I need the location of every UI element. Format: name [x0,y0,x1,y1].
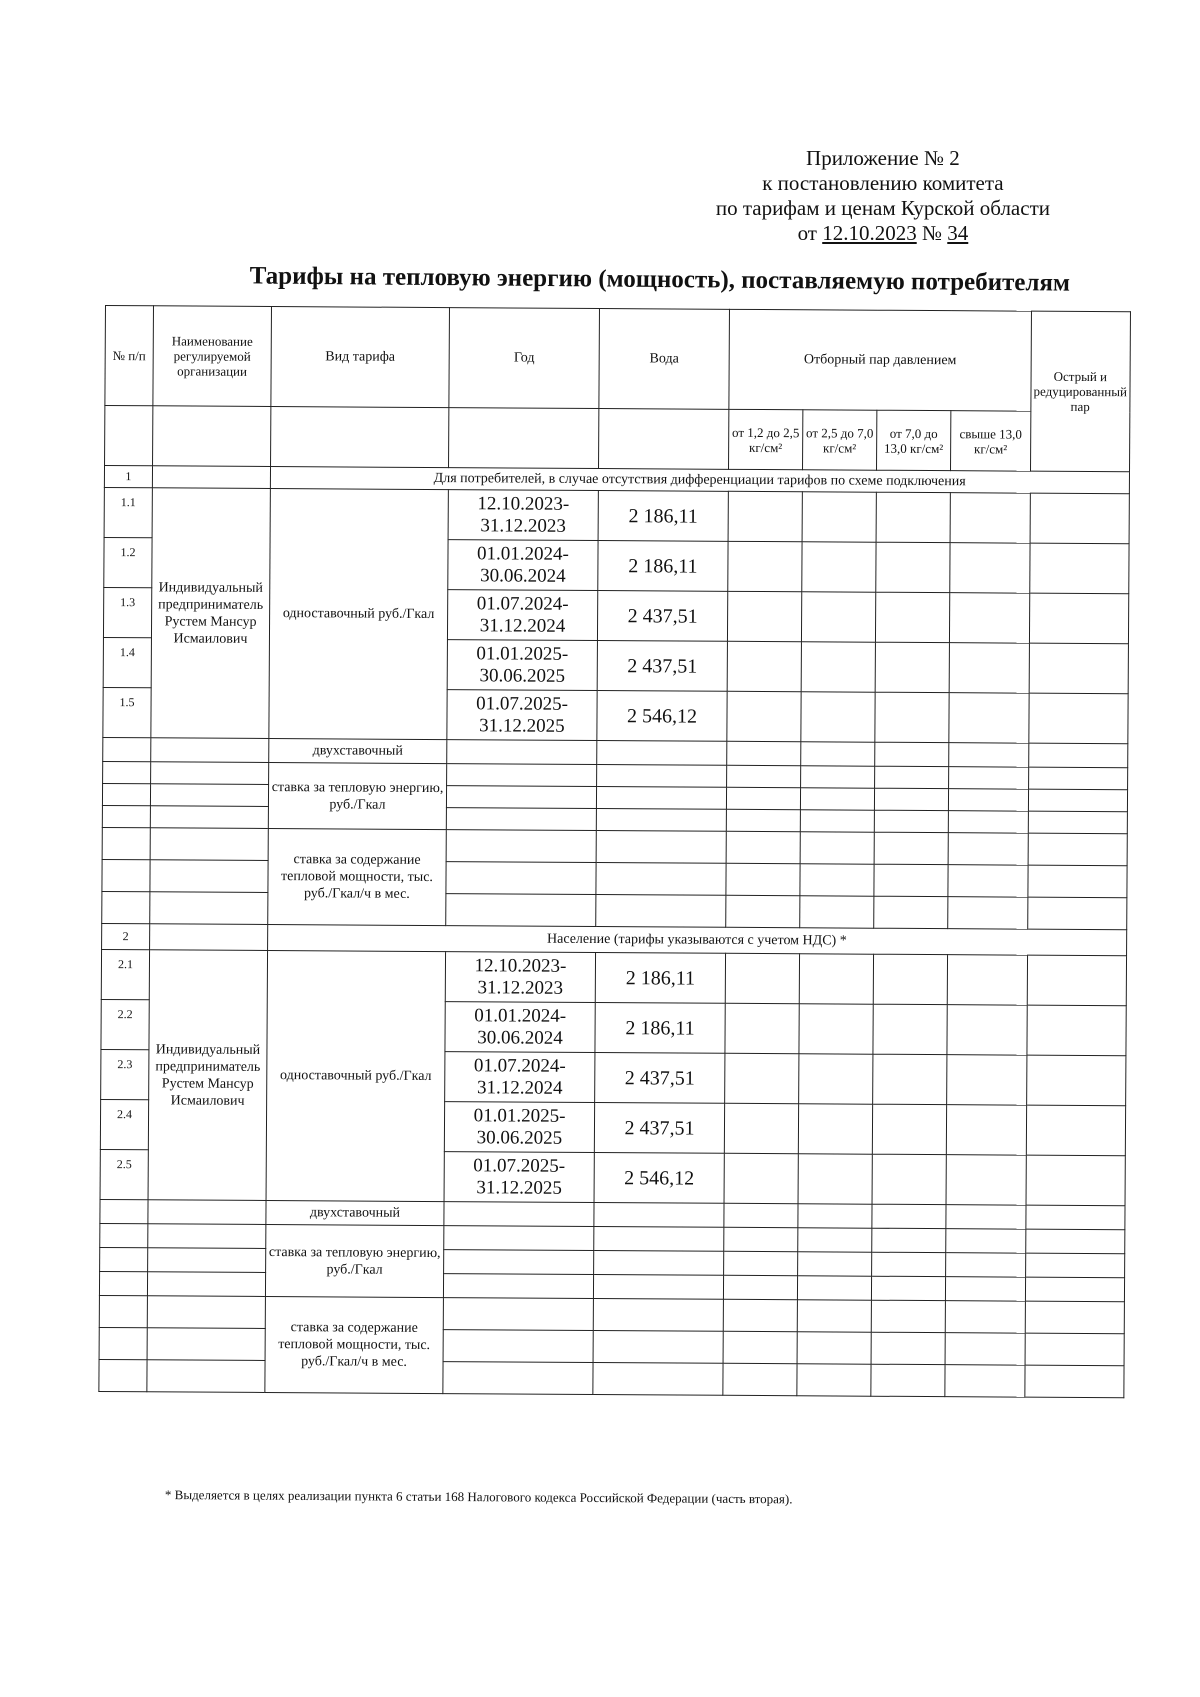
empty-cell [948,833,1028,865]
empty-cell [724,1203,798,1227]
empty-cell [948,789,1028,811]
period-cell: 01.07.2024-31.12.2024 [445,1052,595,1103]
empty-cell [876,542,950,592]
empty-cell [872,1204,946,1228]
appendix-date: 12.10.2023 [822,221,917,245]
empty-cell [151,762,269,785]
empty-cell [103,761,151,783]
appendix-line-1: Приложение № 2 [806,146,960,170]
empty-cell [725,1053,799,1103]
empty-cell [945,1365,1025,1397]
header-org: Наименование регулируемой организации [153,306,272,407]
empty-cell [950,543,1030,593]
water-tariff: 2 186,11 [595,1003,725,1054]
empty-cell [801,642,875,692]
period-cell: 01.07.2025-31.12.2025 [447,690,597,741]
empty-cell [799,1054,873,1104]
empty-cell [946,1229,1026,1253]
row-num: 2.1 [101,949,149,999]
empty-cell [723,1363,797,1395]
empty-cell [100,1199,148,1223]
empty-cell [874,810,948,832]
row-num: 2.4 [100,1099,148,1149]
header-year: Год [449,308,600,409]
empty-cell [148,1224,266,1249]
empty-cell [873,1054,947,1104]
empty-cell [443,1298,593,1331]
header-num: № п/п [105,306,154,406]
empty-cell [872,1154,946,1204]
empty-cell [1029,743,1128,768]
empty-cell [947,1055,1027,1105]
empty-cell [726,831,800,863]
empty-cell [443,1362,593,1395]
empty-cell [148,1200,266,1225]
header-steam-4: свыше 13,0 кг/см² [951,411,1031,471]
water-tariff: 2 186,11 [595,953,725,1004]
empty-cell [872,1228,946,1252]
empty-cell [1029,643,1128,694]
empty-cell [102,805,150,827]
empty-cell [727,591,801,641]
empty-cell [727,765,801,787]
empty-cell [871,1364,945,1396]
empty-cell [100,1247,148,1271]
empty-cell [1028,865,1127,898]
empty-cell [596,863,726,896]
empty-cell [872,1252,946,1276]
empty-cell [871,1332,945,1364]
empty-cell [593,1299,723,1332]
appendix-date-line [716,221,1050,246]
empty-cell [875,642,949,692]
empty-cell [593,1331,723,1364]
number-prefix: № [921,221,943,245]
row-num: 1.1 [104,487,152,537]
empty-cell [724,1153,798,1203]
section-title: Население (тарифы указываются с учетом НДС) * [268,925,1127,956]
empty-cell [102,827,150,859]
empty-cell [802,542,876,592]
water-tariff: 2 437,51 [597,591,727,642]
empty-cell [99,1359,147,1391]
empty-cell [948,811,1028,833]
empty-cell [447,764,597,787]
water-tariff: 2 437,51 [595,1053,725,1104]
empty-cell [875,742,949,766]
header-tariff-type: Вид тарифа [271,307,450,408]
empty-cell [147,1272,265,1297]
empty-cell [725,953,799,1003]
section-num: 2 [102,923,150,949]
empty-cell [1025,1333,1124,1366]
empty-cell [596,809,726,832]
empty-cell [800,788,874,810]
empty-cell [874,788,948,810]
capacity-rate-label: ставка за содержание тепловой мощности, тыс. руб./Гкал/ч в мес. [265,1296,444,1393]
tariff-table-wrap [98,305,1130,1398]
empty-cell [947,1005,1027,1055]
empty-cell [1030,543,1129,594]
empty-cell [949,593,1029,643]
empty-cell [444,1226,594,1251]
empty-cell [446,786,596,809]
empty-cell [446,862,596,895]
empty-cell [945,1333,1025,1365]
water-tariff: 2 186,11 [598,541,728,592]
empty-cell [945,1277,1025,1301]
empty-cell [147,1328,265,1361]
header-empty-cell [599,409,729,470]
empty-cell [726,787,800,809]
period-cell: 01.01.2025-30.06.2025 [444,1102,594,1153]
empty-cell [872,1104,946,1154]
empty-cell [725,1003,799,1053]
empty-cell [150,806,268,829]
footnote: * Выделяется в целях реализации пункта 6 статьи 168 Налогового кодекса Российской Федерации (часть вторая). [164,1487,793,1507]
empty-cell [1029,693,1128,744]
empty-cell [150,892,268,925]
empty-cell [99,1295,147,1327]
document-title: Тарифы на тепловую энергию (мощность), поставляемую потребителям [249,262,1071,297]
empty-cell [949,767,1029,789]
empty-cell [99,1271,147,1295]
empty-cell [946,1253,1026,1277]
empty-cell [799,1004,873,1054]
empty-cell [799,954,873,1004]
period-cell: 12.10.2023-31.12.2023 [448,490,598,541]
empty-cell [726,863,800,895]
empty-cell [102,783,150,805]
empty-cell [150,784,268,807]
row-num: 1.4 [103,637,151,687]
empty-cell [724,1251,798,1275]
empty-cell [727,691,801,741]
single-rate-label: одноставочный руб./Гкал [266,951,446,1202]
empty-cell [874,896,948,928]
appendix-number: 34 [947,221,969,245]
empty-cell [1028,811,1127,834]
empty-cell [102,859,150,891]
section-empty-cell [150,924,268,951]
empty-cell [875,766,949,788]
empty-cell [727,741,801,765]
header-steam-1: от 1,2 до 2,5 кг/см² [729,409,803,469]
empty-cell [723,1299,797,1331]
empty-cell [798,1252,872,1276]
empty-cell [446,830,596,863]
empty-cell [728,491,802,541]
empty-cell [950,493,1030,543]
empty-cell [151,738,269,763]
empty-cell [723,1331,797,1363]
section-num: 1 [104,466,152,488]
empty-cell [798,1204,872,1228]
empty-cell [802,492,876,542]
row-num: 1.2 [104,537,152,587]
empty-cell [446,808,596,831]
empty-cell [447,740,597,765]
empty-cell [797,1300,871,1332]
empty-cell [947,955,1027,1005]
period-cell: 01.01.2025-30.06.2025 [447,640,597,691]
water-tariff: 2 437,51 [594,1103,724,1154]
empty-cell [873,954,947,1004]
empty-cell [147,1296,265,1329]
empty-cell [723,1275,797,1299]
header-empty-cell [271,407,449,468]
empty-cell [1027,1055,1126,1106]
empty-cell [1025,1277,1124,1302]
empty-cell [594,1203,724,1228]
empty-cell [726,895,800,927]
empty-cell [444,1250,594,1275]
empty-cell [876,492,950,542]
empty-cell [446,894,596,927]
empty-cell [597,741,727,766]
empty-cell [1028,833,1127,866]
empty-cell [728,541,802,591]
empty-cell [593,1363,723,1396]
empty-cell [1026,1105,1125,1156]
empty-cell [724,1227,798,1251]
energy-rate-label: ставка за тепловую энергию, руб./Гкал [268,763,446,830]
empty-cell [102,891,150,923]
empty-cell [801,592,875,642]
empty-cell [150,828,268,861]
empty-cell [800,810,874,832]
empty-cell [1028,789,1127,812]
empty-cell [1026,1205,1125,1230]
empty-cell [593,1275,723,1300]
empty-cell [871,1276,945,1300]
row-num: 1.3 [103,587,151,637]
empty-cell [797,1276,871,1300]
row-num: 1.5 [103,687,151,737]
empty-cell [798,1228,872,1252]
empty-cell [1028,897,1127,930]
header-steam: Отборный пар давлением [729,309,1032,411]
water-tariff: 2 186,11 [598,491,728,542]
empty-cell [801,742,875,766]
row-num: 2.5 [100,1149,148,1199]
single-rate-label: одноставочный руб./Гкал [269,489,449,740]
empty-cell [1027,1005,1126,1056]
empty-cell [1029,767,1128,790]
empty-cell [1025,1301,1124,1334]
empty-cell [1026,1155,1125,1206]
empty-cell [727,641,801,691]
empty-cell [949,743,1029,767]
energy-rate-label: ставка за тепловую энергию, руб./Гкал [265,1225,443,1298]
organization-name: Индивидуальный предприниматель Рустем Мансур Исмаилович [148,950,268,1201]
period-cell: 01.01.2024-30.06.2024 [445,1002,595,1053]
empty-cell [596,831,726,864]
header-empty-cell [449,408,599,469]
section-title: Для потребителей, в случае отсутствия дифференциации тарифов по схеме подключения [270,467,1129,494]
empty-cell [945,1301,1025,1333]
empty-cell [875,592,949,642]
empty-cell [875,692,949,742]
empty-cell [724,1103,798,1153]
water-tariff: 2 437,51 [597,641,727,692]
empty-cell [99,1327,147,1359]
empty-cell [1025,1365,1124,1398]
empty-cell [444,1202,594,1227]
empty-cell [948,865,1028,897]
water-tariff: 2 546,12 [594,1153,724,1204]
header-empty-cell [153,406,271,467]
period-cell: 01.07.2025-31.12.2025 [444,1152,594,1203]
period-cell: 01.07.2024-31.12.2024 [447,590,597,641]
period-cell: 01.01.2024-30.06.2024 [448,540,598,591]
header-water: Вода [599,309,730,410]
section-empty-cell [152,466,270,489]
empty-cell [103,737,151,761]
empty-cell [1026,1229,1125,1254]
empty-cell [1027,955,1126,1006]
empty-cell [797,1332,871,1364]
empty-cell [150,860,268,893]
empty-cell [443,1274,593,1299]
row-num: 2.2 [101,999,149,1049]
empty-cell [800,896,874,928]
empty-cell [946,1205,1026,1229]
date-prefix: от [797,221,817,245]
empty-cell [597,765,727,788]
empty-cell [1030,493,1129,544]
empty-cell [871,1300,945,1332]
empty-cell [147,1360,265,1393]
empty-cell [800,832,874,864]
appendix-line-3: по тарифам и ценам Курской области [715,196,1050,220]
empty-cell [800,864,874,896]
empty-cell [443,1330,593,1363]
empty-cell [594,1227,724,1252]
empty-cell [726,809,800,831]
period-cell: 12.10.2023-31.12.2023 [445,952,595,1003]
empty-cell [798,1104,872,1154]
capacity-rate-label: ставка за содержание тепловой мощности, тыс. руб./Гкал/ч в мес. [268,829,447,926]
empty-cell [596,787,726,810]
organization-name: Индивидуальный предприниматель Рустем Мансур Исмаилович [151,488,271,739]
header-empty-cell [105,406,153,466]
empty-cell [949,643,1029,693]
empty-cell [1029,593,1128,644]
empty-cell [946,1155,1026,1205]
row-num: 2.3 [101,1049,149,1099]
tariff-table [98,305,1130,1398]
empty-cell [1026,1253,1125,1278]
empty-cell [801,692,875,742]
empty-cell [873,1004,947,1054]
appendix-block [716,146,1050,246]
empty-cell [946,1105,1026,1155]
empty-cell [874,864,948,896]
empty-cell [100,1223,148,1247]
empty-cell [949,693,1029,743]
empty-cell [148,1248,266,1273]
two-rate-label: двухставочный [266,1201,444,1226]
two-rate-label: двухставочный [269,739,447,764]
header-steam-3: от 7,0 до 13,0 кг/см² [877,410,951,470]
water-tariff: 2 546,12 [597,691,727,742]
header-sharp-steam: Острый и редуцированный пар [1031,311,1130,472]
empty-cell [594,1251,724,1276]
empty-cell [797,1364,871,1396]
header-steam-2: от 2,5 до 7,0 кг/см² [803,410,877,470]
appendix-line-2: к постановлению комитета [762,171,1004,195]
empty-cell [798,1154,872,1204]
empty-cell [596,895,726,928]
empty-cell [874,832,948,864]
empty-cell [948,897,1028,929]
empty-cell [801,766,875,788]
